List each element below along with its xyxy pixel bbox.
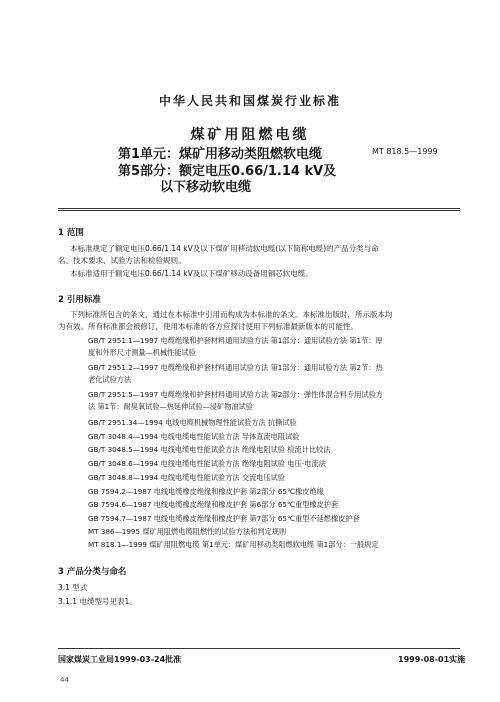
section-1-paragraph-1: 本标准规定了额定电压0.66/1.14 kV及以下煤矿用移动软电缆(以下简称电缆)的产品分类与命 xyxy=(70,244,379,253)
reference-line: GB/T 3048.6—1994 电线电缆电性能试验方法 绝缘电阻试验 电压-电流法 xyxy=(88,459,326,468)
reference-line: GB/T 3048.5—1994 电线电缆电性能试验方法 绝缘电阻试验 检流计比较法 xyxy=(88,445,331,454)
reference-line: GB 7594.7—1987 电线电缆橡皮绝缘和橡皮护套 第7部分 65℃重型不延燃橡皮护套 xyxy=(88,514,360,523)
standard-organization: 中华人民共和国煤炭行业标准 xyxy=(158,94,341,108)
reference-line: GB/T 2951.1—1997 电缆绝缘和护套材料通用试验方法 第1部分：通用试验方法 第1节：厚 xyxy=(88,336,383,345)
standard-title: 煤矿用阻燃电缆 xyxy=(190,127,310,143)
approval-date: 国家煤炭工业局1999-03-24批准 xyxy=(58,655,182,664)
reference-line: MT 818.1—1999 煤矿用阻燃电缆 第1单元：煤矿用移动类阻燃软电缆 第1部分：一般规定 xyxy=(88,540,379,549)
part-title-continued: 以下移动软电缆 xyxy=(160,180,252,195)
section-2-paragraph-1: 下列标准所包含的条文，通过在本标准中引用而构成为本标准的条文。本标准出版时，所示版本均 xyxy=(70,310,393,319)
header-rule-thin xyxy=(58,210,460,211)
header-rule xyxy=(58,208,460,209)
reference-line: GB/T 3048.4—1994 电线电缆电性能试验方法 导体直流电阻试验 xyxy=(88,432,300,441)
page-number: 44 xyxy=(60,676,69,684)
reference-line: GB 7594.2—1987 电线电缆橡皮绝缘和橡皮护套 第2部分 65℃橡皮绝缘 xyxy=(88,487,324,496)
reference-line: GB/T 2951.2—1997 电缆绝缘和护套材料通用试验方法 第1部分：通用试验方法 第2节：热 xyxy=(88,363,383,372)
section-2-heading: 2 引用标准 xyxy=(58,295,101,305)
section-1-paragraph-1-cont: 名、技术要求、试验方法和检验规则。 xyxy=(58,256,186,265)
reference-line: GB/T 2951.5—1997 电缆绝缘和护套材料通用试验方法 第2部分：弹性体混合料专用试验方 xyxy=(88,390,383,399)
section-3-heading: 3 产品分类与命名 xyxy=(58,567,127,577)
implementation-date: 1999-08-01实施 xyxy=(398,655,466,664)
reference-line: 老化试验方法 xyxy=(88,375,132,384)
reference-line: GB/T 2951.34—1994 电线电缆机械物理性能试验方法 抗撕试验 xyxy=(88,418,297,427)
reference-line: MT 386—1995 煤矿用阻燃电缆阻燃性的试验方法和判定规则 xyxy=(88,527,287,536)
reference-line: 度和外形尺寸测量—机械性能试验 xyxy=(88,348,196,357)
subsection-3-1-1: 3.1.1 电缆型号见表1。 xyxy=(58,597,137,606)
reference-line: GB 7594.6—1987 电线电缆橡皮绝缘和橡皮护套 第6部分 65℃重型橡皮护套 xyxy=(88,500,339,509)
reference-line: GB/T 3048.8—1994 电线电缆电性能试验方法 交流电压试验 xyxy=(88,473,285,482)
section-1-heading: 1 范围 xyxy=(58,228,84,238)
subsection-3-1: 3.1 型式 xyxy=(58,583,88,592)
section-2-paragraph-1-cont: 为有效。所有标准都会被修订，使用本标准的各方应探讨使用下列标准最新版本的可能性。 xyxy=(58,322,358,331)
reference-line: 法 第1节：耐臭氧试验—热延伸试验—浸矿物油试验 xyxy=(88,402,253,411)
section-1-paragraph-2: 本标准适用于额定电压0.66/1.14 kV及以下煤矿移动设备用铜芯软电缆。 xyxy=(70,269,313,278)
part-title: 第5部分：额定电压0.66/1.14 kV及 xyxy=(118,164,337,179)
standard-number: MT 818.5—1999 xyxy=(372,147,438,156)
unit-title: 第1单元：煤矿用移动类阻燃软电缆 xyxy=(118,147,323,162)
footer-rule xyxy=(58,648,460,649)
